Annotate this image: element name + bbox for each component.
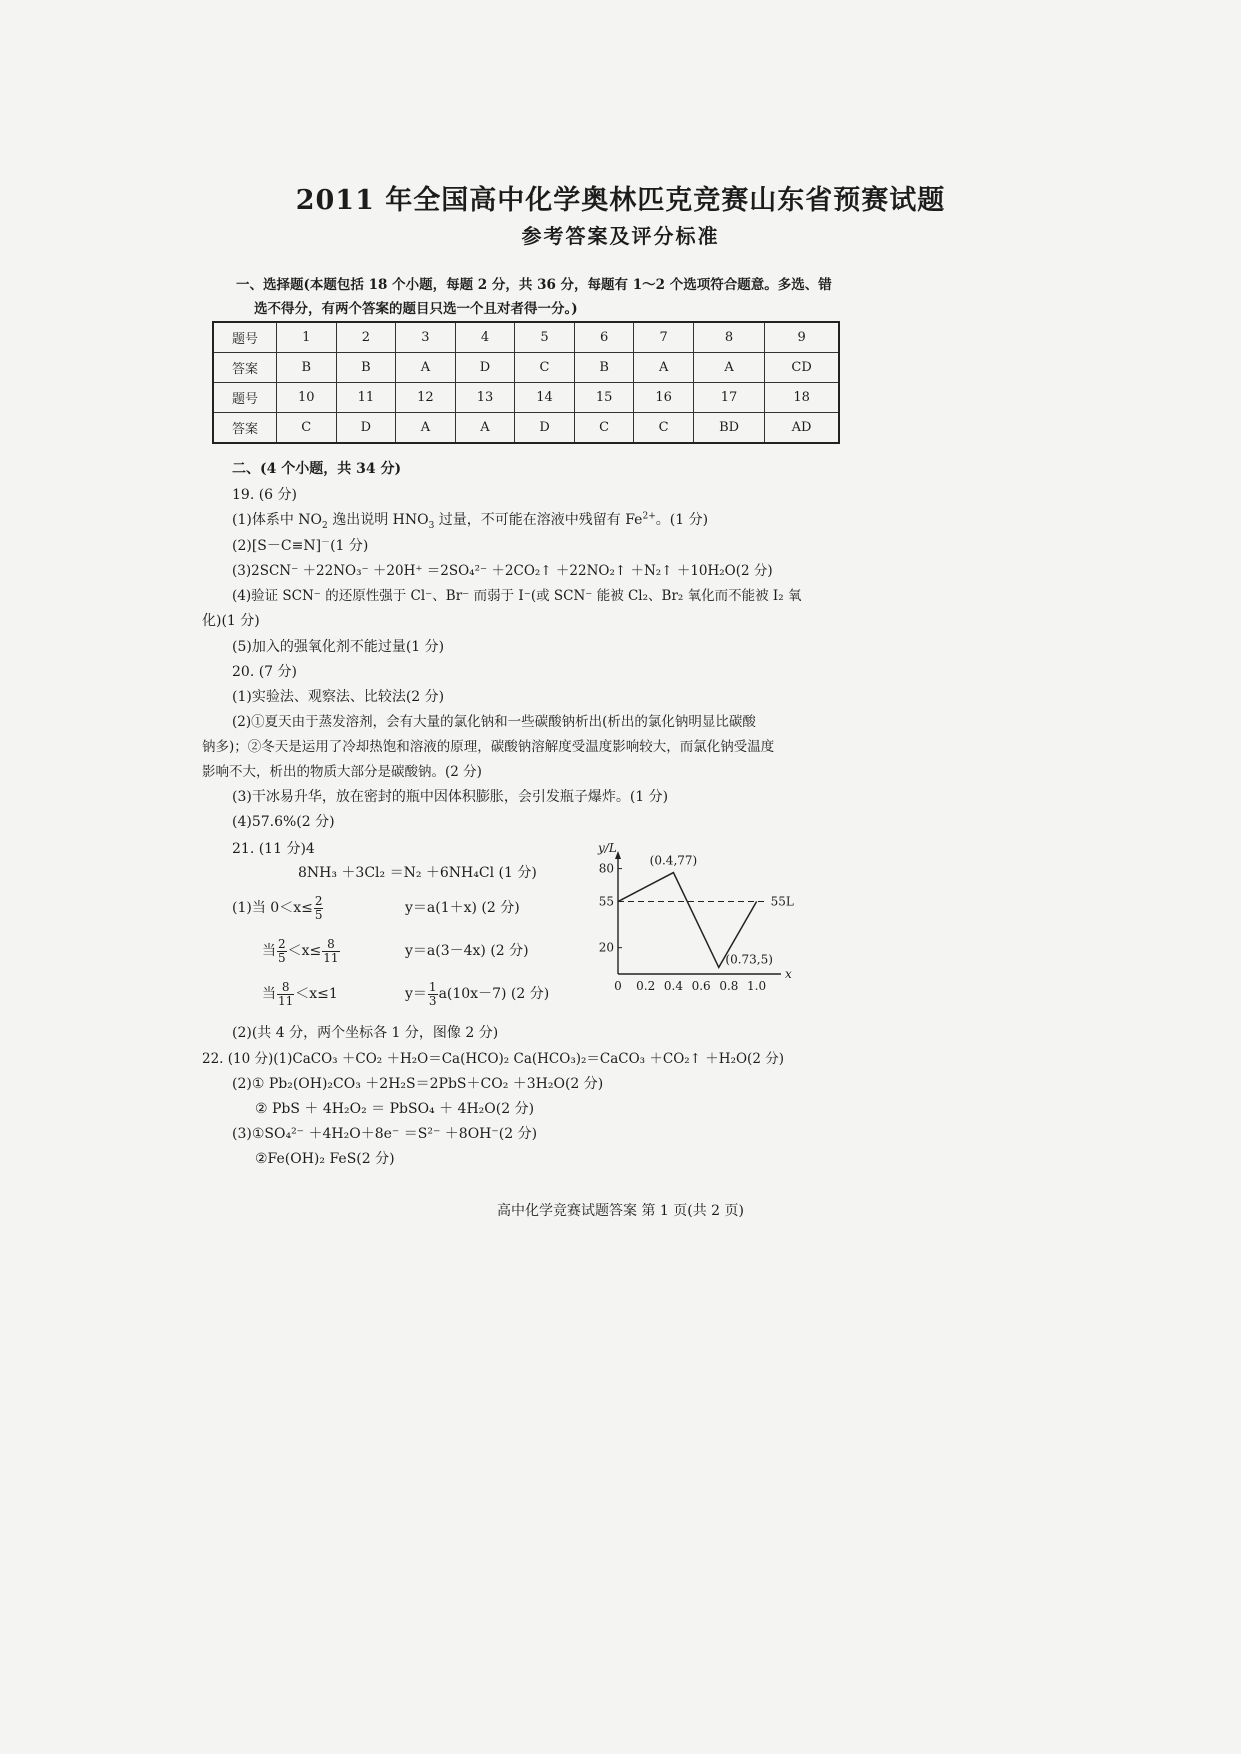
- q21-heading: 21. (11 分)4: [232, 841, 315, 857]
- table-cell: D: [515, 413, 575, 444]
- q21-graph: [590, 842, 810, 997]
- choice-answer-table: [212, 321, 840, 444]
- point-annotation: (0.73,5): [725, 952, 773, 967]
- table-cell: 18: [765, 383, 839, 413]
- table-cell: 9: [765, 322, 839, 353]
- table-cell: A: [634, 353, 694, 383]
- table-cell: 1: [277, 322, 337, 353]
- q21-case-3: 当 $\frac{8}{11}$ ＜x≤1: [262, 979, 338, 1008]
- x-tick-label: 0: [614, 979, 622, 993]
- table-row: [213, 383, 839, 413]
- q19-answer-1: (1)体系中 $NO_2$ 逸出说明 $HNO_3$ 过量，不可能在溶液中残留有 $Fe^{2+}$。(1 分): [232, 511, 709, 531]
- page-subtitle: 参考答案及评分标准: [521, 224, 720, 248]
- table-cell: AD: [765, 413, 839, 444]
- table-cell: 13: [455, 383, 515, 413]
- q19-answer-5: (5)加入的强氧化剂不能过量(1 分): [232, 639, 445, 655]
- table-cell: D: [336, 413, 396, 444]
- table-cell: 6: [574, 322, 634, 353]
- table-cell: 4: [455, 322, 515, 353]
- point-annotation: (0.4,77): [649, 853, 698, 868]
- reference-line-label: 55L: [770, 894, 794, 909]
- y-tick-label: 20: [598, 940, 614, 955]
- q20-answer-3: (3)干冰易升华，放在密封的瓶中因体积膨胀，会引发瓶子爆炸。(1 分): [232, 789, 669, 805]
- table-cell: CD: [765, 353, 839, 383]
- table-cell: 15: [574, 383, 634, 413]
- page-title: 2011 年全国高中化学奥林匹克竞赛山东省预赛试题: [295, 185, 946, 216]
- q20-heading: 20. (7 分): [232, 664, 297, 680]
- table-cell: C: [515, 353, 575, 383]
- table-cell: 14: [515, 383, 575, 413]
- table-cell: A: [693, 353, 764, 383]
- table-cell: 10: [277, 383, 337, 413]
- q21-formula-1: y＝a(1＋x) (2 分): [405, 900, 520, 916]
- table-cell: B: [277, 353, 337, 383]
- q19-answer-4-line2: 化)(1 分): [202, 613, 260, 629]
- q21-formula-3: y＝ $\frac{1}{3}$ a(10x－7) (2 分): [405, 979, 550, 1008]
- section1-instructions-line2: 选不得分，有两个答案的题目只选一个且对者得一分。): [254, 301, 578, 317]
- q22-answer-2-2: ② PbS ＋ 4H₂O₂ ＝ PbSO₄ ＋ 4H₂O(2 分): [255, 1101, 535, 1117]
- q19-answer-3: (3)2SCN⁻ ＋22NO₃⁻ ＋20H⁺ ＝2SO₄²⁻ ＋2CO₂↑ ＋22NO₂↑ ＋N₂↑ ＋10H₂O(2 分): [232, 563, 773, 579]
- fraction: $\frac{2}{5}$: [278, 936, 286, 965]
- q20-answer-4: (4)57.6%(2 分): [232, 814, 335, 830]
- q22-answer-3-2: ②Fe(OH)₂ FeS(2 分): [255, 1151, 395, 1167]
- table-cell: 12: [396, 383, 456, 413]
- x-tick-label: 0.8: [719, 979, 739, 993]
- q19-answer-2: (2)[S－C≡N]－(1 分): [232, 537, 369, 554]
- table-cell: 8: [693, 322, 764, 353]
- table-row-label: 答案: [213, 353, 277, 383]
- table-row-label: 题号: [213, 322, 277, 353]
- y-tick-label: 80: [598, 861, 614, 876]
- table-cell: 3: [396, 322, 456, 353]
- table-row: [213, 322, 839, 353]
- table-cell: A: [396, 413, 456, 444]
- fraction: $\frac{8}{11}$: [278, 979, 294, 1008]
- y-tick-label: 55: [598, 894, 614, 909]
- q21-equation: 8NH₃ ＋3Cl₂ ＝N₂ ＋6NH₄Cl (1 分): [298, 865, 537, 881]
- table-cell: B: [574, 353, 634, 383]
- x-tick-label: 0.4: [663, 979, 683, 993]
- q20-answer-1: (1)实验法、观察法、比较法(2 分): [232, 689, 445, 705]
- table-cell: 5: [515, 322, 575, 353]
- table-row-label: 题号: [213, 383, 277, 413]
- section1-instructions-line1: 一、选择题(本题包括 18 个小题，每题 2 分，共 36 分，每题有 1～2 个选项符合题意。多选、错: [236, 277, 832, 293]
- table-cell: C: [277, 413, 337, 444]
- q20-answer-2-line1: (2)①夏天由于蒸发溶剂，会有大量的氯化钠和一些碳酸钠析出(析出的氯化钠明显比碳酸: [232, 714, 756, 730]
- q21-formula-2: y＝a(3－4x) (2 分): [405, 943, 529, 959]
- x-axis-label: x: [785, 967, 792, 981]
- x-tick-label: 0.2: [636, 979, 656, 993]
- q22-answer-3-1: (3)①SO₄²⁻ ＋4H₂O＋8e⁻ ＝S²⁻ ＋8OH⁻(2 分): [232, 1126, 538, 1142]
- table-cell: C: [634, 413, 694, 444]
- table-cell: 2: [336, 322, 396, 353]
- q19-heading: 19. (6 分): [232, 487, 297, 503]
- q22-answer-1: 22. (10 分)(1)CaCO₃ ＋CO₂ ＋H₂O＝Ca(HCO)₂ Ca(HCO₃)₂＝CaCO₃ ＋CO₂↑ ＋H₂O(2 分): [202, 1051, 784, 1067]
- table-cell: D: [455, 353, 515, 383]
- x-tick-label: 0.6: [691, 979, 711, 993]
- table-cell: 16: [634, 383, 694, 413]
- q22-answer-2-1: (2)① Pb₂(OH)₂CO₃ ＋2H₂S＝2PbS＋CO₂ ＋3H₂O(2 分): [232, 1076, 604, 1092]
- x-tick-label: 1.0: [747, 979, 767, 993]
- table-cell: 11: [336, 383, 396, 413]
- q20-answer-2-line2: 钠多)；②冬天是运用了冷却热饱和溶液的原理，碳酸钠溶解度受温度影响较大，而氯化钠受温度: [202, 739, 775, 755]
- table-cell: B: [336, 353, 396, 383]
- table-row: [213, 413, 839, 444]
- section2-heading: 二、(4 个小题，共 34 分): [232, 461, 402, 477]
- fraction: $\frac{8}{11}$: [323, 936, 339, 965]
- q21-case-1: (1)当 0＜x≤ $\frac{2}{5}$: [232, 893, 323, 922]
- table-cell: A: [396, 353, 456, 383]
- table-cell: C: [574, 413, 634, 444]
- table-row: [213, 353, 839, 383]
- table-cell: 17: [693, 383, 764, 413]
- q20-answer-2-line3: 影响不大，析出的物质大部分是碳酸钠。(2 分): [202, 764, 482, 780]
- table-cell: 7: [634, 322, 694, 353]
- y-axis-label: y/L: [598, 842, 617, 855]
- table-cell: A: [455, 413, 515, 444]
- table-row-label: 答案: [213, 413, 277, 444]
- q21-case-2: 当 $\frac{2}{5}$ ＜x≤ $\frac{8}{11}$: [262, 936, 339, 965]
- page-footer: 高中化学竞赛试题答案 第 1 页(共 2 页): [497, 1203, 744, 1219]
- fraction: $\frac{2}{5}$: [314, 893, 323, 922]
- fraction: $\frac{1}{3}$: [428, 979, 437, 1008]
- q19-answer-4-line1: (4)验证 SCN⁻ 的还原性强于 Cl⁻、Br⁻ 而弱于 I⁻(或 SCN⁻ 能被 Cl₂、Br₂ 氧化而不能被 I₂ 氧: [232, 588, 802, 604]
- table-cell: BD: [693, 413, 764, 444]
- q21-answer-2: (2)(共 4 分，两个坐标各 1 分，图像 2 分): [232, 1025, 499, 1041]
